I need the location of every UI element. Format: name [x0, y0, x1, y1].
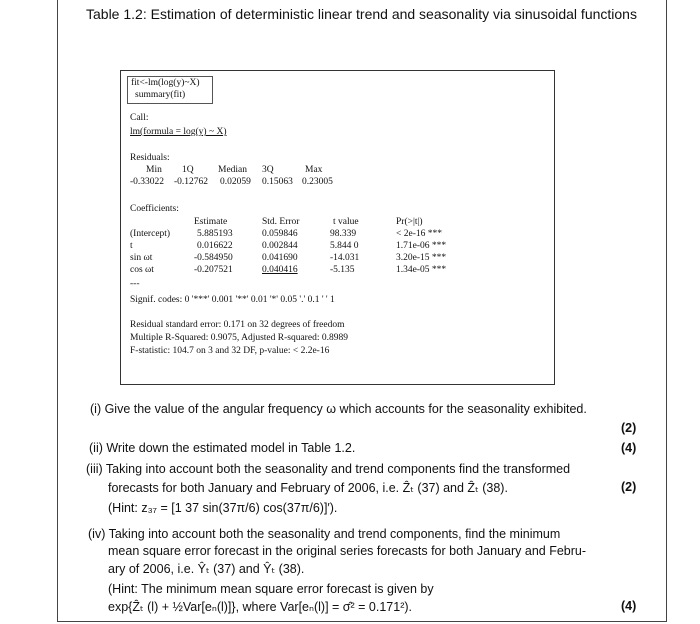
question-4-marks: (4) — [621, 599, 637, 613]
coef-row-name: (Intercept) — [130, 229, 171, 239]
coef-row-t: -5.135 — [330, 265, 355, 275]
residuals-max: 0.23005 — [302, 177, 333, 187]
question-4-hint-2: exp{Ẑₜ (l) + ½Var[eₙ(l)]}, where Var[eₙ(l)] = σ̂² = 0.171²). — [108, 600, 412, 614]
coef-row-name: t — [130, 241, 133, 251]
coef-row-estimate: 0.016622 — [197, 241, 233, 251]
call-formula: lm(formula = log(y) ~ X) — [130, 127, 227, 137]
question-2-marks: (4) — [621, 441, 637, 455]
question-4-line-3: ary of 2006, i.e. Ŷₜ (37) and Ŷₜ (38). — [108, 562, 305, 576]
question-3-hint: (Hint: z₃₇ = [1 37 sin(37π/6) cos(37π/6)]′). — [108, 501, 338, 515]
coef-row-t: 5.844 0 — [330, 241, 359, 251]
coef-row-estimate: -0.584950 — [194, 253, 233, 263]
residuals-label: Residuals: — [130, 153, 170, 163]
residuals-header-median: Median — [218, 165, 248, 175]
coefficients-label: Coefficients: — [130, 204, 179, 214]
coef-header-p: Pr(>|t|) — [396, 217, 423, 227]
residuals-3q: 0.15063 — [262, 177, 293, 187]
question-1-marks: (2) — [621, 421, 637, 435]
residual-standard-error: Residual standard error: 0.171 on 32 degrees of freedom — [130, 320, 345, 330]
coef-header-estimate: Estimate — [194, 217, 228, 227]
coef-row-t: 98.339 — [330, 229, 357, 239]
coef-row-estimate: 5.885193 — [197, 229, 233, 239]
coef-row-se: 0.002844 — [262, 241, 298, 251]
residuals-header-3q: 3Q — [262, 165, 274, 175]
coef-row-se: 0.040416 — [262, 265, 298, 275]
dashes: --- — [130, 279, 140, 289]
question-4-line-2: mean square error forecast in the original series forecasts for both January and Febru- — [108, 544, 587, 558]
coef-header-t: t value — [333, 217, 359, 227]
question-4-hint-1: (Hint: The minimum mean square error forecast is given by — [108, 582, 434, 596]
residuals-header-1q: 1Q — [182, 165, 194, 175]
coef-row-p: < 2e-16 *** — [396, 229, 442, 239]
coef-row-se: 0.059846 — [262, 229, 298, 239]
coef-row-p: 3.20e-15 *** — [396, 253, 447, 263]
table-title: Table 1.2: Estimation of deterministic linear trend and seasonality via sinusoidal functions — [86, 6, 637, 22]
question-1: (i) Give the value of the angular frequency ω which accounts for the seasonality exhibited. — [90, 402, 587, 416]
residuals-median: 0.02059 — [220, 177, 251, 187]
call-label: Call: — [130, 113, 149, 123]
coef-row-estimate: -0.207521 — [194, 265, 233, 275]
residuals-1q: -0.12762 — [174, 177, 209, 187]
r-command-fit: fit<-lm(log(y)~X) — [131, 78, 200, 88]
question-4-line-1: (iv) Taking into account both the seasonality and trend components, find the minimum — [88, 527, 561, 541]
residuals-header-min: Min — [146, 165, 162, 175]
coef-row-se: 0.041690 — [262, 253, 298, 263]
question-3-marks: (2) — [621, 480, 637, 494]
coef-row-p: 1.71e-06 *** — [396, 241, 447, 251]
residuals-min: -0.33022 — [130, 177, 165, 187]
question-3-line-2: forecasts for both January and February of 2006, i.e. Ẑₜ (37) and Ẑₜ (38). — [108, 481, 508, 495]
question-3-line-1: (iii) Taking into account both the seasonality and trend components find the transformed — [86, 462, 571, 476]
coef-row-p: 1.34e-05 *** — [396, 265, 447, 275]
coef-header-se: Std. Error — [262, 217, 300, 227]
r-command-summary: summary(fit) — [135, 90, 186, 100]
coef-row-t: -14.031 — [330, 253, 360, 263]
signif-codes: Signif. codes: 0 '***' 0.001 '**' 0.01 '*' 0.05 '.' 0.1 ' ' 1 — [130, 295, 335, 305]
r-squared: Multiple R-Squared: 0.9075, Adjusted R-squared: 0.8989 — [130, 333, 348, 343]
coef-row-name: cos ωt — [130, 265, 154, 275]
question-2: (ii) Write down the estimated model in Table 1.2. — [89, 441, 356, 455]
coef-row-name: sin ωt — [130, 253, 153, 263]
residuals-header-max: Max — [305, 165, 323, 175]
f-statistic: F-statistic: 104.7 on 3 and 32 DF, p-value: < 2.2e-16 — [130, 346, 330, 356]
